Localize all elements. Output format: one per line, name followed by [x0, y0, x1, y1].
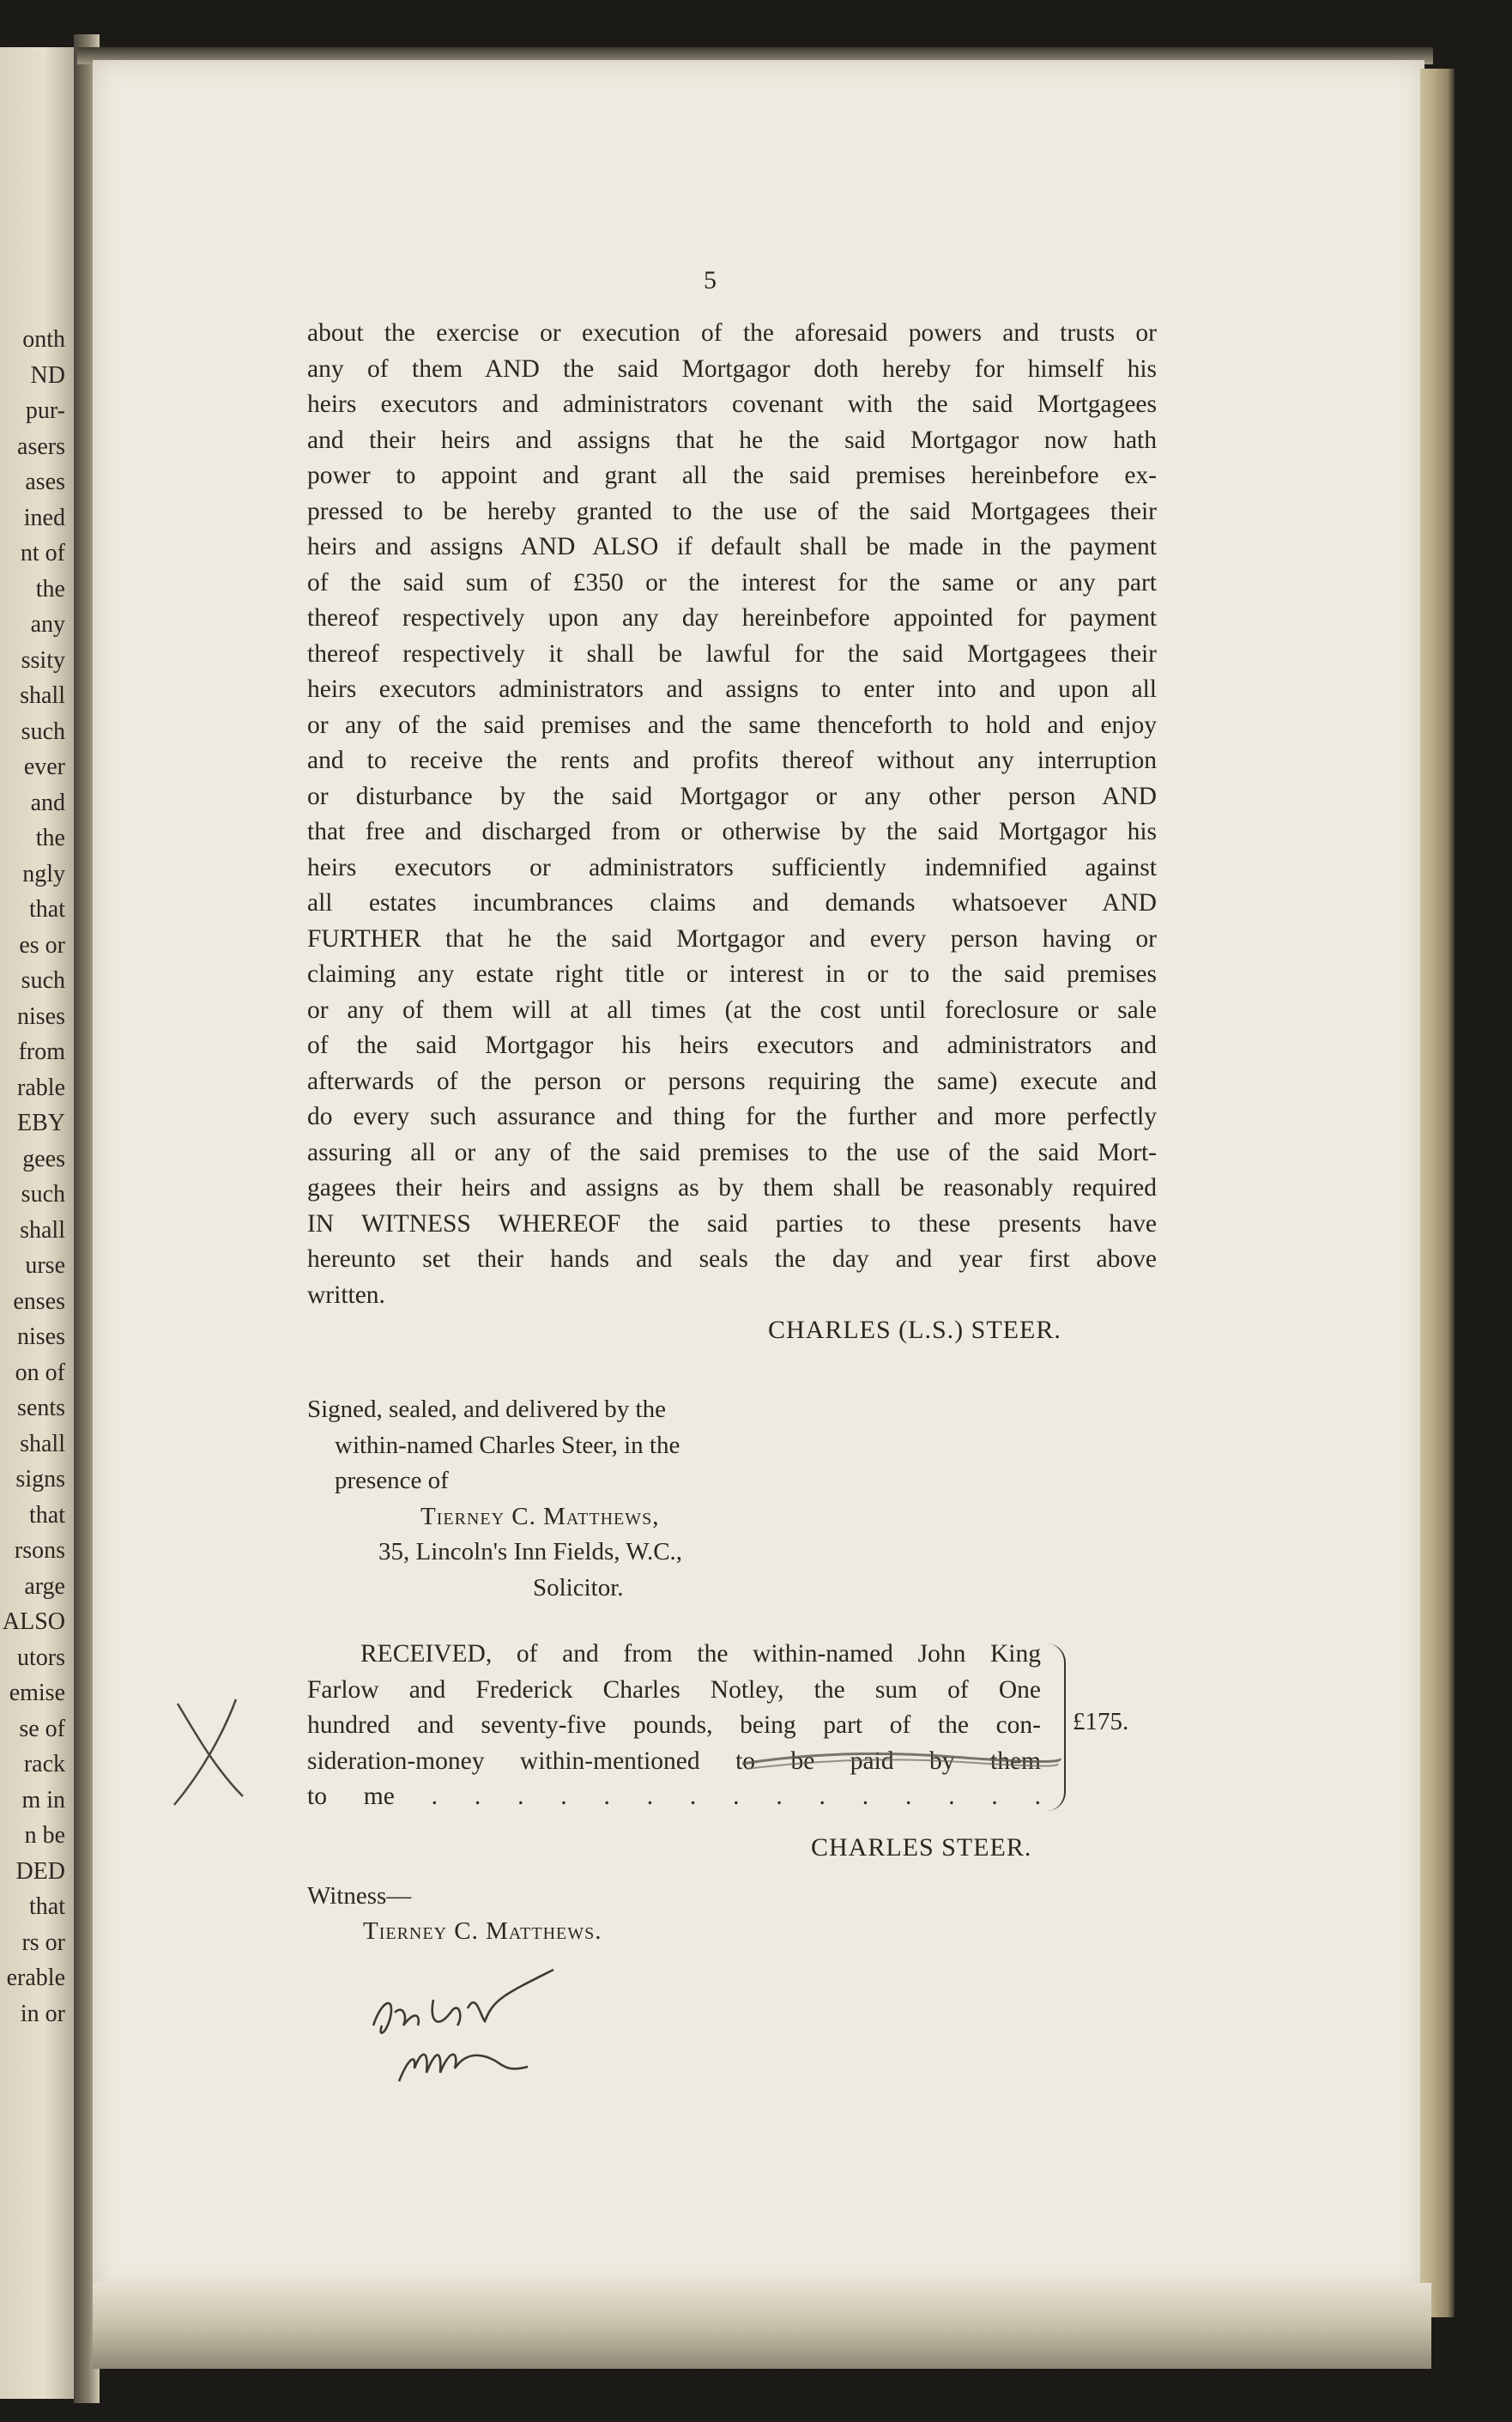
receipt-line-1: RECEIVED, of and from the within-named John King — [360, 1640, 1041, 1668]
deed-text-line: thereof respectively it shall be lawful for the said Mortgagees their — [307, 639, 1157, 668]
left-page-text-fragment: asers — [17, 433, 65, 460]
left-page-text-fragment: shall — [20, 682, 65, 709]
left-page-text-fragment: from — [18, 1038, 65, 1065]
deed-text-line: all estates incumbrances claims and demands whatsoever AND — [307, 889, 1157, 917]
left-page-text-fragment: such — [21, 718, 65, 745]
left-page-text-fragment: nises — [17, 1002, 65, 1030]
deed-text-line: of the said Mortgagor his heirs executors and administrators and — [307, 1032, 1157, 1059]
left-page-text-fragment: EBY — [17, 1110, 65, 1136]
receipt-signature: CHARLES STEER. — [811, 1833, 1032, 1862]
left-page-text-fragment: pur- — [25, 397, 65, 424]
signature-line: CHARLES (L.S.) STEER. — [768, 1316, 1061, 1344]
attesting-witness-title: Solicitor. — [533, 1573, 624, 1602]
left-page-text-fragment: on of — [15, 1359, 65, 1386]
left-page-text-fragment: such — [21, 967, 65, 994]
witness-name: Tierney C. Matthews. — [363, 1917, 602, 1945]
deed-text-line: of the said sum of £350 or the interest for the same or any part — [307, 568, 1157, 596]
deed-text-line: or any of them will at all times (at the cost until foreclosure or sale — [307, 996, 1157, 1024]
page-number: 5 — [704, 266, 717, 294]
left-page-text-fragment: m in — [21, 1786, 65, 1813]
deed-text-line: assuring all or any of the said premises to the use of the said Mort- — [307, 1138, 1157, 1166]
attestation-line-1: Signed, sealed, and delivered by the — [307, 1396, 666, 1423]
left-page-text-fragment: such — [21, 1181, 65, 1208]
receipt-line-3: hundred and seventy-five pounds, being part of the con- — [307, 1711, 1041, 1739]
left-page-text-fragment: ALSO — [2, 1608, 65, 1635]
deed-text-line: or disturbance by the said Mortgagor or any other person AND — [307, 782, 1157, 810]
witness-label: Witness— — [307, 1882, 412, 1910]
deed-text-line: heirs executors or administrators sufficiently indemnified against — [307, 853, 1157, 881]
deed-text-line: heirs and assigns AND ALSO if default shall be made in the payment — [307, 533, 1157, 560]
left-page-text-fragment: arge — [24, 1572, 65, 1600]
deed-text-line: and their heirs and assigns that he the said Mortgagor now hath — [307, 426, 1157, 454]
attesting-witness-name: Tierney C. Matthews, — [420, 1502, 660, 1530]
left-page-text-fragment: ases — [25, 469, 65, 495]
cross-mark-icon — [167, 1695, 253, 1811]
deed-text-line: IN WITNESS WHEREOF the said parties to these presents have — [307, 1209, 1157, 1238]
deed-text-line: or any of the said premises and the same thenceforth to hold and enjoy — [307, 711, 1157, 739]
left-page-text-fragment: erable — [6, 1965, 65, 1991]
deed-text-line: hereunto set their hands and seals the day and year first above — [307, 1245, 1157, 1273]
attestation-line-3: presence of — [335, 1467, 449, 1494]
left-page-text-fragment: onth — [22, 326, 65, 353]
deed-text-line: that free and discharged from or otherwise by the said Mortgagor his — [307, 818, 1157, 845]
left-page-text-fragment: the — [35, 575, 65, 602]
deed-text-line: about the exercise or execution of the aforesaid powers and trusts or — [307, 319, 1157, 347]
left-page-text-fragment: shall — [20, 1430, 65, 1457]
left-page-text-fragment: shall — [20, 1216, 65, 1244]
deed-text-line: afterwards of the person or persons requiring the same) execute and — [307, 1067, 1157, 1095]
left-page-text-fragment: sents — [17, 1395, 65, 1421]
receipt-line-4: sideration-money within-mentioned to be paid by them — [307, 1747, 1041, 1775]
left-page-fragment — [0, 47, 74, 2399]
receipt-line-5: to me . . . . . . . . . . . . . . . — [307, 1783, 1041, 1810]
left-page-text-fragment: that — [29, 896, 65, 923]
left-page-text-fragment: rsons — [14, 1537, 65, 1564]
left-page-text-fragment: that — [29, 1893, 65, 1920]
pencil-strikethrough — [738, 1738, 1064, 1798]
left-page-text-fragment: rable — [17, 1074, 65, 1101]
left-page-text-fragment: any — [30, 611, 65, 638]
deed-text-line: claiming any estate right title or interest in or to the said premises — [307, 960, 1157, 988]
left-page-text-fragment: ined — [23, 504, 65, 531]
deed-text-line: heirs executors and administrators covenant with the said Mortgagees — [307, 391, 1157, 418]
left-page-text-fragment: rack — [23, 1751, 65, 1777]
left-page-text-fragment: nises — [17, 1323, 65, 1350]
left-page-text-fragment: enses — [13, 1287, 65, 1315]
left-page-text-fragment: se of — [19, 1715, 65, 1742]
left-page-text-fragment: ND — [30, 361, 65, 389]
deed-text-line: do every such assurance and thing for the further and more perfectly — [307, 1103, 1157, 1130]
deed-text-line: gagees their heirs and assigns as by them shall be reasonably required — [307, 1174, 1157, 1202]
deed-text-line: any of them AND the said Mortgagor doth hereby for himself his — [307, 354, 1157, 383]
left-page-text-fragment: rs or — [21, 1929, 65, 1956]
deed-text-line: and to receive the rents and profits thereof without any interruption — [307, 747, 1157, 774]
left-page-text-fragment: gees — [22, 1145, 65, 1172]
receipt-line-2: Farlow and Frederick Charles Notley, the sum of One — [307, 1675, 1041, 1704]
deed-text-line: written. — [307, 1281, 385, 1309]
left-page-text-fragment: the — [35, 825, 65, 851]
left-page-text-fragment: ssity — [21, 646, 65, 674]
receipt-amount: £175. — [1073, 1708, 1129, 1735]
left-page-text-fragment: n be — [24, 1822, 65, 1849]
attesting-witness-address: 35, Lincoln's Inn Fields, W.C., — [378, 1538, 683, 1565]
left-page-text-fragment: ngly — [22, 860, 65, 887]
deed-text-line: pressed to be hereby granted to the use of the said Mortgagees their — [307, 497, 1157, 525]
left-page-text-fragment: es or — [19, 931, 65, 959]
left-page-text-fragment: signs — [15, 1466, 65, 1493]
left-page-text-fragment: nt of — [20, 540, 65, 566]
left-page-text-fragment: in or — [20, 2000, 65, 2027]
deed-text-line: FURTHER that he the said Mortgagor and every person having or — [307, 924, 1157, 953]
attestation-line-2: within-named Charles Steer, in the — [335, 1431, 680, 1459]
left-page-text-fragment: DED — [15, 1857, 65, 1885]
page-bottom-edge — [93, 2283, 1431, 2369]
handwritten-initials-icon — [356, 1965, 579, 2116]
left-page-text-fragment: utors — [17, 1644, 65, 1671]
page-fore-edge — [1420, 69, 1455, 2317]
deed-text-line: heirs executors administrators and assigns to enter into and upon all — [307, 675, 1157, 703]
left-page-text-fragment: urse — [25, 1252, 65, 1279]
left-page-text-fragment: ever — [23, 754, 65, 780]
deed-text-line: thereof respectively upon any day hereinbefore appointed for payment — [307, 604, 1157, 632]
left-page-text-fragment: that — [29, 1501, 65, 1529]
deed-body-text — [307, 316, 1157, 1313]
attestation-clause — [307, 1392, 682, 1606]
deed-text-line: power to appoint and grant all the said premises hereinbefore ex- — [307, 462, 1157, 489]
left-page-text-fragment: emise — [9, 1680, 65, 1706]
left-page-text-fragment: and — [30, 789, 65, 816]
